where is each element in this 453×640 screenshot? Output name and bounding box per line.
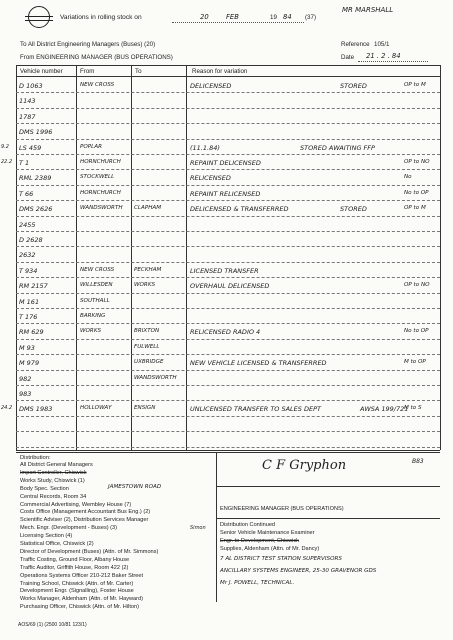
row-status-change: No	[404, 174, 412, 181]
continued-rule	[216, 518, 440, 519]
signature-rule	[216, 486, 440, 487]
addressee: MR MARSHALL	[342, 6, 394, 14]
dist-hand-jamestown: JAMESTOWN ROAD	[108, 484, 162, 490]
row-rule	[16, 139, 440, 140]
to-line: To All District Engineering Managers (Buses) (20)	[20, 41, 156, 48]
row-note: STORED AWAITING FFP	[300, 143, 375, 152]
row-from: STOCKWELL	[80, 174, 115, 181]
row-margin-date: 22.2	[1, 159, 13, 165]
row-from: HORNCHURCH	[80, 159, 121, 165]
reference-label: Reference	[341, 41, 370, 48]
distribution-line: Costs Office (Management Accountant Bus Eng.) (2)	[20, 509, 151, 516]
stamp-mark: B83	[412, 458, 424, 465]
row-to: BRIXTON	[134, 328, 160, 335]
row-vehicle: 1143	[19, 97, 36, 106]
row-rule	[16, 216, 440, 217]
row-reason: RELICENSED RADIO 4	[190, 328, 261, 337]
distribution-line: Statistical Office, Chiswick (2)	[20, 541, 94, 547]
row-rule	[16, 277, 440, 278]
date-value: 21 . 2 . 84	[366, 52, 401, 60]
row-from: HORNCHURCH	[80, 189, 121, 196]
date-dotline	[358, 61, 428, 62]
row-to: UXBRIDGE	[134, 359, 164, 366]
row-status-change: OP to NO	[404, 159, 430, 165]
distribution-line: Scientific Adviser (2), Distribution Services Manager	[20, 517, 149, 524]
row-rule	[16, 293, 440, 294]
dist-hand-note: 7 AL DISTRICT TEST STATION SUPERVISORS	[220, 556, 342, 562]
distribution-line: Development Engr. (Signalling), Foster House	[20, 588, 134, 595]
roundel-logo	[28, 6, 50, 28]
row-rule	[16, 385, 440, 386]
row-rule	[16, 431, 440, 432]
dist-hand-note: ANCILLARY SYSTEMS ENGINEER, 25-30 GRAVENOR GDS	[220, 568, 377, 574]
row-rule	[16, 308, 440, 309]
distribution-line: Director of Development (Buses) (Attn. of Mr. Simmons)	[20, 548, 159, 555]
dist-continued-line: Supplies, Aldenham (Attn. of Mr. Dancy)	[220, 546, 320, 552]
row-rule	[16, 123, 440, 124]
title-year-prefix: 19	[270, 14, 277, 21]
row-vehicle: RM 2157	[19, 282, 48, 291]
row-rule	[16, 246, 440, 247]
row-from: NEW CROSS	[80, 82, 115, 88]
row-vehicle: LS 459	[19, 143, 42, 152]
row-from: WORKS	[80, 328, 102, 335]
row-vehicle: 2632	[19, 251, 36, 260]
row-rule	[16, 416, 440, 417]
dist-continued-line: Senior Vehicle Maintenance Examiner	[220, 530, 315, 536]
row-reason: LICENSED TRANSFER	[190, 266, 259, 275]
row-rule	[16, 447, 440, 448]
bottom-section-top	[16, 452, 440, 453]
distribution-line: All District General Managers	[20, 462, 93, 468]
row-from: HOLLOWAY	[80, 405, 112, 412]
row-rule	[16, 169, 440, 170]
col-header-vehicle: Vehicle number	[20, 68, 63, 75]
row-rule	[16, 354, 440, 355]
row-reason: OVERHAUL DELICENSED	[190, 282, 270, 291]
row-rule	[16, 231, 440, 232]
row-vehicle: T 66	[19, 189, 34, 198]
row-vehicle: DMS 1996	[19, 128, 53, 137]
row-rule	[16, 262, 440, 263]
row-from: WANDSWORTH	[80, 205, 123, 212]
row-to: WORKS	[134, 282, 156, 289]
form-ref: (37)	[305, 14, 317, 21]
row-vehicle: D 2628	[19, 236, 43, 244]
row-reason: DELICENSED	[190, 82, 232, 90]
col-header-to: To	[135, 68, 142, 75]
row-from: BARKING	[80, 313, 106, 319]
row-rule	[16, 339, 440, 340]
row-vehicle: 2455	[19, 220, 36, 229]
distribution-line: Body Spec. Section	[20, 485, 69, 492]
dist-continued-title: Distribution Continued	[220, 522, 276, 528]
row-to: WANDSWORTH	[134, 374, 177, 381]
row-from: WILLESDEN	[80, 282, 113, 289]
row-vehicle: 1787	[19, 112, 36, 121]
col-header-reason: Reason for variation	[192, 68, 248, 75]
row-status-change: No to OP	[404, 189, 429, 196]
row-note: STORED	[340, 205, 367, 214]
row-reason: NEW VEHICLE LICENSED & TRANSFERRED	[190, 359, 327, 368]
date-label: Date	[341, 54, 355, 61]
distribution-line: Traffic Auditor, Griffith House, Room 422 (2)	[20, 564, 129, 571]
table-bottom-border	[16, 450, 440, 451]
row-rule	[16, 108, 440, 109]
table-right-border	[440, 65, 441, 450]
row-from: SOUTHALL	[80, 297, 110, 304]
table-header-bottom	[16, 76, 440, 77]
distribution-line: Traffic Costing, Ground Floor, Albany House	[20, 556, 130, 563]
row-status-change: OP to M	[404, 82, 426, 88]
row-rule	[16, 154, 440, 155]
row-status-change: M to S	[404, 405, 422, 412]
signature: C F Gryphon	[262, 458, 347, 473]
signature-caption: ENGINEERING MANAGER (BUS OPERATIONS)	[220, 506, 344, 512]
row-vehicle: T 934	[19, 266, 38, 275]
row-note: STORED	[340, 82, 367, 90]
row-to: ENSIGN	[134, 405, 156, 412]
distribution-line: Works Manager, Aldenham (Attn. of Mr. Hayward)	[20, 596, 144, 603]
dist-hand-note: Mr J. POWELL, TECHNICAL.	[220, 580, 295, 586]
row-reason: DELICENSED & TRANSFERRED	[190, 205, 289, 214]
reference-value: 105/1	[374, 41, 390, 48]
row-note: AWSA 199/721	[360, 405, 409, 414]
row-from: NEW CROSS	[80, 266, 115, 273]
title-date-day: 20	[200, 13, 209, 21]
title-prefix: Variations in rolling stock on	[60, 14, 142, 21]
row-reason: RELICENSED	[190, 174, 231, 183]
row-to: FULWELL	[134, 343, 160, 350]
row-rule	[16, 323, 440, 324]
form-code: AOS/69 (1) (2500 10/81 123/1)	[18, 622, 87, 628]
distribution-line: Mech. Engr. (Development - Buses) (3)	[20, 525, 117, 532]
row-vehicle: 983	[19, 390, 32, 398]
row-margin-date: 9.2	[1, 143, 9, 150]
row-vehicle: DMS 1983	[19, 405, 53, 414]
row-vehicle: 982	[19, 374, 32, 383]
row-vehicle: RM 629	[19, 328, 44, 337]
row-status-change: M to OP	[404, 359, 426, 366]
bottom-section-divider	[216, 452, 217, 602]
title-date-month: FEB	[226, 13, 239, 21]
col-header-from: From	[80, 68, 95, 75]
row-status-change: OP to M	[404, 205, 426, 212]
row-vehicle: M 93	[19, 343, 35, 352]
row-vehicle: T 176	[19, 313, 38, 321]
row-reason: REPAINT DELICENSED	[190, 159, 261, 167]
distribution-line: Purchasing Officer, Chiswick (Attn. of Mr. Hilton)	[20, 604, 139, 611]
distribution-line: Central Records, Room 34	[20, 493, 87, 500]
distribution-line: Works Study, Chiswick (1)	[20, 477, 85, 484]
row-status-change: OP to NO	[404, 282, 430, 289]
row-reason: (11.1.84)	[190, 143, 220, 152]
row-to: CLAPHAM	[134, 205, 162, 212]
row-margin-date: 24.2	[1, 405, 13, 412]
row-reason: REPAINT RELICENSED	[190, 189, 261, 198]
distribution-line: Training School, Chiswick (Attn. of Mr. Carter)	[20, 580, 134, 587]
dist-hand-simon: Simon	[190, 525, 206, 531]
row-rule	[16, 400, 440, 401]
row-rule	[16, 370, 440, 371]
row-to: PECKHAM	[134, 266, 162, 273]
title-dotline	[172, 22, 304, 23]
distribution-line: Operations Systems Officer 210-212 Baker Street	[20, 572, 144, 579]
distribution-title: Distribution:	[20, 455, 51, 461]
row-vehicle: DMS 2626	[19, 205, 53, 214]
title-date-year: 84	[283, 13, 292, 21]
row-reason: UNLICENSED TRANSFER TO SALES DEPT	[190, 405, 321, 414]
row-rule	[16, 185, 440, 186]
row-vehicle: T 1	[19, 159, 30, 167]
dist-continued-line: Engr. to Development, Chiswick	[220, 538, 299, 544]
row-status-change: No to OP	[404, 328, 429, 335]
from-line: From ENGINEERING MANAGER (BUS OPERATIONS)	[20, 54, 173, 61]
distribution-line: Licensing Section (4)	[20, 533, 73, 540]
row-rule	[16, 200, 440, 201]
row-vehicle: M 979	[19, 359, 40, 368]
row-vehicle: D 1063	[19, 82, 43, 90]
distribution-line: Import Controller, Chiswick	[20, 469, 87, 476]
distribution-line: Commercial Advertising, Wembley House (7)	[20, 501, 132, 508]
row-rule	[16, 92, 440, 93]
row-from: POPLAR	[80, 143, 102, 150]
row-vehicle: RML 2389	[19, 174, 52, 183]
row-vehicle: M 161	[19, 297, 40, 306]
table-top-border	[16, 65, 440, 66]
